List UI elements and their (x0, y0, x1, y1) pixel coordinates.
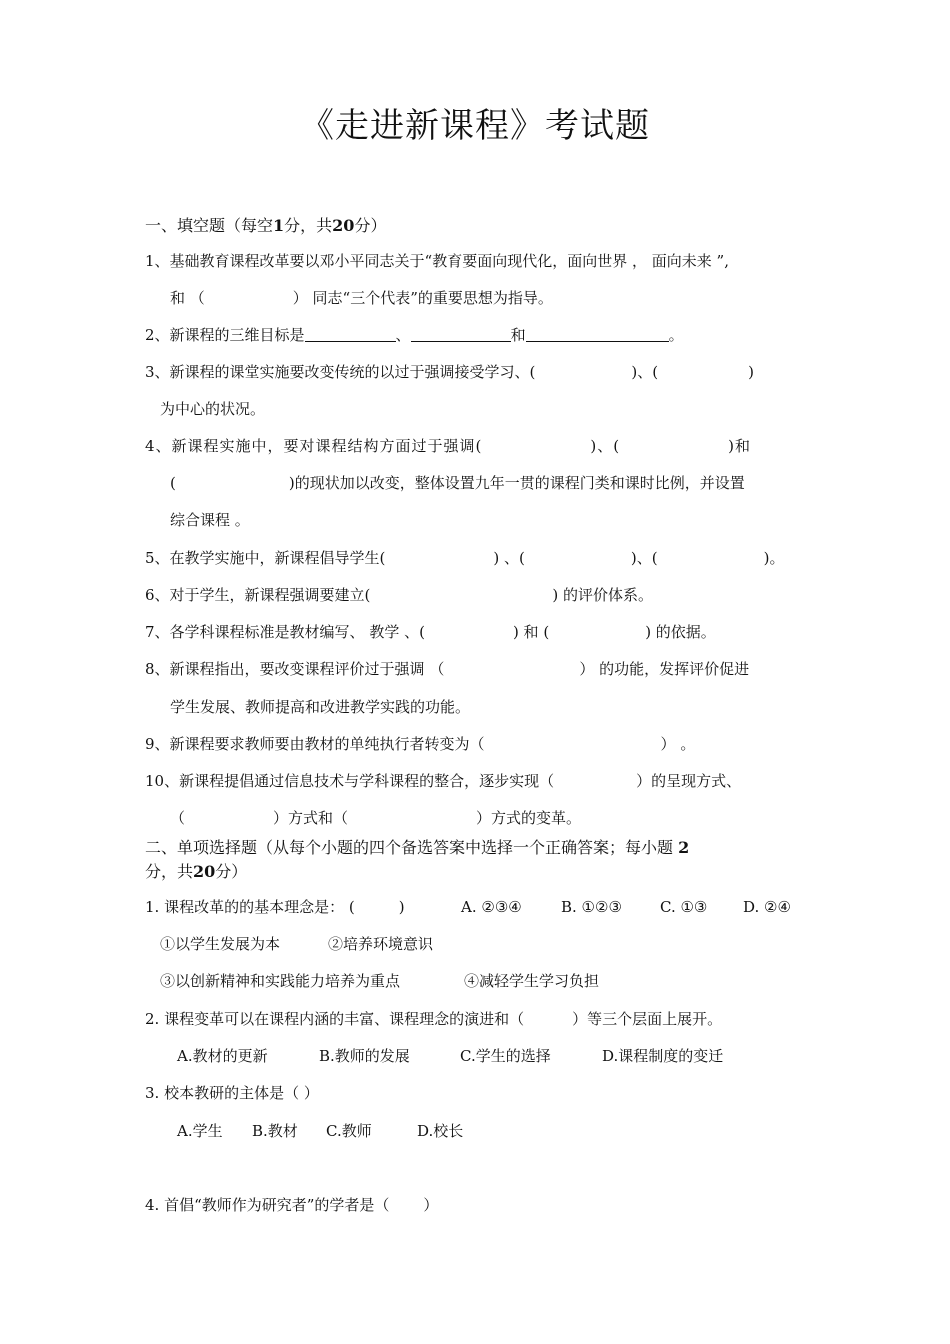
mc-question-1 (145, 897, 405, 917)
question-4-line-1 (145, 436, 751, 456)
question-8-line-1 (145, 659, 749, 679)
mc-4-stem-end: ） (423, 1196, 439, 1214)
question-1-line-2 (170, 288, 553, 308)
section-1-heading-text-mid: 分，共 (284, 216, 333, 235)
mc-2-option-b[interactable]: B.教师的发展 (319, 1047, 410, 1065)
mc-question-4 (145, 1195, 438, 1215)
question-1-text-end: ） 同志“三个代表”的重要思想为指导。 (292, 289, 553, 307)
mc-question-2 (145, 1009, 722, 1029)
mc-3-option-b[interactable]: B.教材 (252, 1122, 298, 1140)
question-7-sep: ) 和 ( (512, 623, 550, 641)
question-10-text-cont: ）的呈现方式、 (636, 772, 742, 790)
mc-2-stem: 2. 课程变革可以在课程内涵的丰富、课程理念的演进和（ (145, 1010, 525, 1028)
mc-1-stem-end: ) (398, 898, 405, 916)
question-2-end: 。 (668, 326, 684, 344)
mc-question-3: 3. 校本教研的主体是（ ） (145, 1084, 319, 1102)
question-2-text: 2、新课程的三维目标是 (145, 326, 305, 344)
question-5 (145, 548, 784, 568)
mc-1-option-b[interactable]: B. ①②③ (561, 898, 622, 916)
question-4-line-2 (170, 473, 745, 493)
mc-1-stem: 1. 课程改革的的基本理念是： ( (145, 898, 355, 916)
question-9-end: ） 。 (660, 735, 696, 753)
question-2-sep-1: 、 (395, 326, 411, 344)
section-2-points-per-question: 2 (678, 838, 690, 857)
section-2-total-points: 20 (193, 862, 216, 881)
mc-1-option-d[interactable]: D. ②④ (743, 898, 791, 916)
question-9-text: 9、新课程要求教师要由教材的单纯执行者转变为（ (145, 735, 485, 753)
question-3-paren: ) (748, 363, 754, 381)
question-2-sep-2: 和 (510, 326, 526, 344)
page-title: 《走进新课程》考试题 (300, 106, 650, 146)
mc-3-option-c[interactable]: C.教师 (326, 1122, 372, 1140)
question-10-end: ）方式的变革。 (476, 809, 582, 827)
question-10-line-2 (170, 808, 581, 828)
question-4-text: 4、新课程实施中，要对课程结构方面过于强调( (145, 437, 483, 455)
question-6 (145, 585, 653, 605)
section-1-heading-text-end: 分） (354, 216, 387, 235)
question-8-text: 8、新课程指出，要改变课程评价过于强调 （ (145, 660, 445, 678)
question-6-text: 6、对于学生，新课程强调要建立( (145, 586, 371, 604)
question-10-line-1 (145, 771, 741, 791)
question-10-text: 10、新课程提倡通过信息技术与学科课程的整合，逐步实现（ (145, 772, 555, 790)
question-7-end: ) 的依据。 (645, 623, 716, 641)
section-2-heading-line-1 (145, 838, 689, 858)
mc-2-option-c[interactable]: C.学生的选择 (460, 1047, 551, 1065)
question-5-end: )。 (763, 549, 785, 567)
question-9 (145, 734, 695, 754)
question-5-text: 5、在教学实施中，新课程倡导学生( (145, 549, 386, 567)
question-4-text-cont: )的现状加以改变，整体设置九年一贯的课程门类和课时比例，并设置 (288, 474, 745, 492)
mc-1-option-c[interactable]: C. ①③ (660, 898, 708, 916)
mc-4-stem: 4. 首倡“教师作为研究者”的学者是（ (145, 1196, 390, 1214)
question-6-end: ) 的评价体系。 (552, 586, 654, 604)
section-2-heading-text: 二、单项选择题（从每个小题的四个备选答案中选择一个正确答案；每小题 (145, 838, 674, 857)
section-2-heading-line-2 (145, 862, 247, 882)
question-8-text-cont: ） 的功能，发挥评价促进 (579, 660, 750, 678)
question-4-line-3: 综合课程 。 (170, 511, 250, 529)
question-7-text: 7、各学科课程标准是教材编写、 教学 、( (145, 623, 425, 641)
section-2-heading-text-end: 分） (215, 862, 248, 881)
question-4-paren: ( (170, 474, 176, 492)
section-2-heading-text-2: 分，共 (145, 862, 194, 881)
question-7 (145, 622, 716, 642)
mc-2-option-d[interactable]: D.课程制度的变迁 (602, 1047, 724, 1065)
question-3-sep: )、( (631, 363, 659, 381)
question-4-and: )和 (728, 437, 751, 455)
question-5-sep-2: )、( (630, 549, 658, 567)
question-2-blank-2[interactable] (411, 326, 511, 342)
mc-3-option-a[interactable]: A.学生 (177, 1122, 223, 1140)
mc-3-option-d[interactable]: D.校长 (417, 1122, 464, 1140)
section-1-points-per-blank: 1 (273, 216, 285, 235)
question-2 (145, 325, 684, 345)
mc-1-statement-4: ④减轻学生学习负担 (464, 972, 600, 990)
mc-1-option-a[interactable]: A. ②③④ (461, 898, 522, 916)
mc-1-statement-1: ①以学生发展为本 (160, 935, 281, 953)
question-3-text: 3、新课程的课堂实施要改变传统的以过于强调接受学习、( (145, 363, 536, 381)
section-1-heading (145, 216, 386, 236)
mc-1-statement-3: ③以创新精神和实践能力培养为重点 (160, 972, 401, 990)
mc-2-option-a[interactable]: A.教材的更新 (177, 1047, 268, 1065)
question-3-line-2: 为中心的状况。 (160, 400, 266, 418)
mc-1-statement-2: ②培养环境意识 (328, 935, 434, 953)
question-3-line-1 (145, 362, 754, 382)
question-8-line-2: 学生发展、教师提高和改进教学实践的功能。 (170, 698, 471, 716)
section-1-heading-text: 一、填空题（每空 (145, 216, 274, 235)
question-5-sep-1: ) 、( (493, 549, 525, 567)
question-4-sep: )、( (590, 437, 621, 455)
question-1-text: 和 （ (170, 289, 205, 307)
question-2-blank-3[interactable] (526, 326, 669, 342)
question-1-line-1: 1、基础教育课程改革要以邓小平同志关于“教育要面向现代化，面向世界 ， 面向未来 ”, (145, 252, 729, 270)
question-10-sep: ）方式和（ (273, 809, 349, 827)
section-1-total-points: 20 (332, 216, 355, 235)
question-10-paren: （ (170, 809, 186, 827)
mc-2-stem-end: ）等三个层面上展开。 (572, 1010, 723, 1028)
question-2-blank-1[interactable] (305, 326, 396, 342)
